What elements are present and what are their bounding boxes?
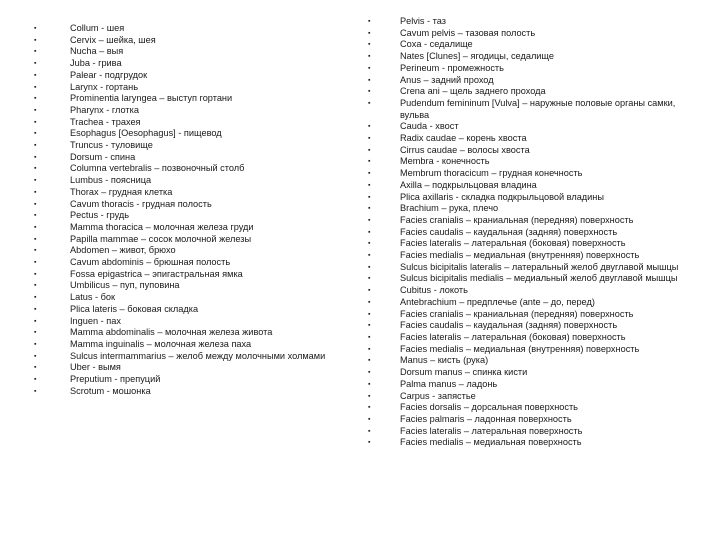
left-term-list	[32, 23, 332, 398]
list-item-text: Facies palmaris – ладонная поверхность	[400, 413, 572, 424]
list-item	[366, 28, 706, 40]
list-item	[366, 414, 706, 426]
list-item-text: Truncus - туловище	[70, 140, 153, 151]
list-item	[32, 105, 332, 117]
bullet-icon: ▪	[368, 415, 371, 423]
list-item-text: Larynx - гортань	[70, 81, 138, 92]
bullet-icon: ▪	[368, 181, 371, 189]
list-item-text: Dorsum - спина	[70, 151, 136, 162]
list-item	[32, 199, 332, 211]
bullet-icon: ▪	[34, 282, 37, 290]
list-item	[32, 152, 332, 164]
list-item	[366, 16, 706, 28]
list-item-text: Collum - шея	[70, 23, 125, 33]
list-item	[32, 175, 332, 187]
bullet-icon: ▪	[34, 118, 37, 126]
bullet-icon: ▪	[368, 298, 371, 306]
bullet-icon: ▪	[34, 188, 37, 196]
bullet-icon: ▪	[368, 146, 371, 154]
list-item	[366, 297, 706, 309]
bullet-icon: ▪	[368, 193, 371, 201]
bullet-icon: ▪	[34, 376, 37, 384]
list-item-text: Dorsum manus – спинка кисти	[400, 367, 528, 378]
bullet-icon: ▪	[368, 216, 371, 224]
list-item	[366, 379, 706, 391]
list-item	[366, 192, 706, 204]
list-item-text: Facies cranialis – краниальная (передняя) поверхность	[400, 214, 634, 225]
list-item	[366, 355, 706, 367]
list-item	[366, 39, 706, 51]
list-item	[366, 145, 706, 157]
list-item	[32, 351, 332, 363]
list-item-text: Facies caudalis – каудальная (задняя) поверхность	[400, 320, 618, 331]
list-item-text: Pudendum femininum [Vulva] – наружные половые органы самки, вульва	[400, 97, 676, 120]
list-item	[366, 273, 706, 285]
list-item	[366, 402, 706, 414]
bullet-icon: ▪	[34, 36, 37, 44]
bullet-icon: ▪	[34, 352, 37, 360]
list-item	[32, 386, 332, 398]
list-item-text: Carpus - запястье	[400, 390, 476, 401]
list-item-text: Radix caudae – корень хвоста	[400, 133, 527, 144]
list-item-text: Brachium – рука, плечо	[400, 203, 499, 214]
list-item	[32, 23, 332, 35]
list-item	[32, 82, 332, 94]
bullet-icon: ▪	[34, 223, 37, 231]
bullet-icon: ▪	[34, 95, 37, 103]
list-item-text: Thorax – грудная клетка	[70, 186, 173, 197]
list-item	[32, 362, 332, 374]
list-item	[366, 168, 706, 180]
list-item	[32, 304, 332, 316]
list-item-text: Crena ani – щель заднего прохода	[400, 86, 546, 97]
list-item	[366, 98, 706, 121]
list-item	[32, 58, 332, 70]
bullet-icon: ▪	[34, 317, 37, 325]
bullet-icon: ▪	[34, 200, 37, 208]
bullet-icon: ▪	[34, 83, 37, 91]
list-item	[32, 35, 332, 47]
list-item-text: Coxa - седалище	[400, 39, 473, 50]
list-item	[366, 426, 706, 438]
bullet-icon: ▪	[34, 247, 37, 255]
bullet-icon: ▪	[34, 177, 37, 185]
left-term-column	[32, 23, 332, 398]
list-item	[32, 140, 332, 152]
bullet-icon: ▪	[368, 369, 371, 377]
list-item	[366, 51, 706, 63]
list-item	[32, 245, 332, 257]
list-item	[32, 128, 332, 140]
list-item	[32, 46, 332, 58]
bullet-icon: ▪	[34, 165, 37, 173]
list-item-text: Preputium - препуций	[70, 374, 161, 385]
bullet-icon: ▪	[34, 25, 37, 32]
list-item	[32, 93, 332, 105]
list-item	[32, 316, 332, 328]
list-item-text: Mamma abdominalis – молочная железа живота	[70, 327, 273, 338]
list-item-text: Cavum thoracis - грудная полость	[70, 198, 212, 209]
list-item-text: Sulcus bicipitalis medialis – медиальный желоб двуглавой мышцы	[400, 273, 678, 284]
list-item	[366, 262, 706, 274]
list-item-text: Abdomen – живот, брюхо	[70, 245, 176, 256]
list-item-text: Palma manus – ладонь	[400, 378, 498, 389]
bullet-icon: ▪	[34, 142, 37, 150]
list-item-text: Nates [Clunes] – ягодицы, седалище	[400, 51, 554, 62]
list-item-text: Cauda - хвост	[400, 121, 459, 132]
list-item-text: Plica axillaris - складка подкрыльцовой владины	[400, 191, 604, 202]
list-item-text: Facies medialis – медиальная (внутренняя) поверхность	[400, 343, 640, 354]
bullet-icon: ▪	[368, 357, 371, 365]
list-item-text: Pelvis - таз	[400, 16, 446, 26]
list-item-text: Cirrus caudae – волосы хвоста	[400, 144, 530, 155]
bullet-icon: ▪	[34, 305, 37, 313]
list-item	[32, 269, 332, 281]
list-item-text: Plica lateris – боковая складка	[70, 303, 199, 314]
list-item	[366, 320, 706, 332]
bullet-icon: ▪	[34, 106, 37, 114]
list-item	[366, 250, 706, 262]
list-item-text: Facies medialis – медиальная поверхность	[400, 437, 582, 448]
list-item-text: Cervix – шейка, шея	[70, 34, 156, 45]
list-item	[366, 391, 706, 403]
list-item-text: Facies lateralis – латеральная (боковая) поверхность	[400, 331, 626, 342]
bullet-icon: ▪	[368, 135, 371, 143]
list-item-text: Facies lateralis – латеральная (боковая) поверхность	[400, 238, 626, 249]
list-item	[32, 339, 332, 351]
bullet-icon: ▪	[368, 392, 371, 400]
list-item	[366, 238, 706, 250]
bullet-icon: ▪	[34, 48, 37, 56]
list-item-text: Mamma inguinalis – молочная железа паха	[70, 338, 252, 349]
bullet-icon: ▪	[368, 380, 371, 388]
bullet-icon: ▪	[368, 88, 371, 96]
list-item	[366, 227, 706, 239]
list-item	[32, 210, 332, 222]
list-item	[32, 163, 332, 175]
list-item-text: Pharynx - глотка	[70, 104, 139, 115]
list-item-text: Fossa epigastrica – эпигастральная ямка	[70, 268, 243, 279]
bullet-icon: ▪	[34, 364, 37, 372]
bullet-icon: ▪	[368, 205, 371, 213]
bullet-icon: ▪	[34, 212, 37, 220]
list-item	[366, 86, 706, 98]
list-item-text: Manus – кисть (рука)	[400, 355, 489, 366]
list-item-text: Membra - конечность	[400, 156, 490, 167]
bullet-icon: ▪	[368, 263, 371, 271]
bullet-icon: ▪	[368, 240, 371, 248]
list-item	[366, 437, 706, 449]
list-item	[32, 257, 332, 269]
list-item	[366, 309, 706, 321]
list-item-text: Cavum abdominis – брюшная полость	[70, 257, 231, 268]
list-item	[32, 280, 332, 292]
bullet-icon: ▪	[368, 322, 371, 330]
list-item-text: Nucha – выя	[70, 46, 124, 57]
bullet-icon: ▪	[368, 439, 371, 447]
list-item-text: Umbilicus – пуп, пуповина	[70, 280, 180, 291]
list-item	[366, 121, 706, 133]
list-item	[32, 222, 332, 234]
list-item-text: Facies lateralis – латеральная поверхность	[400, 425, 583, 436]
bullet-icon: ▪	[34, 235, 37, 243]
bullet-icon: ▪	[368, 404, 371, 412]
list-item	[32, 327, 332, 339]
list-item	[366, 215, 706, 227]
list-item-text: Mamma thoracica – молочная железа груди	[70, 221, 254, 232]
bullet-icon: ▪	[368, 275, 371, 283]
list-item-text: Prominentia laryngea – выступ гортани	[70, 93, 233, 104]
bullet-icon: ▪	[368, 29, 371, 37]
list-item	[366, 285, 706, 297]
list-item-text: Membrum thoracicum – грудная конечность	[400, 168, 583, 179]
list-item-text: Inguen - пах	[70, 315, 121, 326]
list-item-text: Facies cranialis – краниальная (передняя) поверхность	[400, 308, 634, 319]
right-term-list	[366, 16, 706, 449]
list-item-text: Cavum pelvis – тазовая полость	[400, 27, 536, 38]
bullet-icon: ▪	[368, 252, 371, 260]
bullet-icon: ▪	[368, 76, 371, 84]
list-item-text: Papilla mammae – сосок молочной железы	[70, 233, 252, 244]
list-item-text: Cubitus - локоть	[400, 285, 468, 296]
bullet-icon: ▪	[368, 333, 371, 341]
list-item-text: Sulcus bicipitalis lateralis – латеральный желоб двуглавой мышцы	[400, 261, 679, 272]
list-item-text: Lumbus - поясница	[70, 175, 152, 186]
list-item-text: Palear - подгрудок	[70, 69, 148, 80]
list-item-text: Facies medialis – медиальная (внутренняя) поверхность	[400, 250, 640, 261]
list-item-text: Antebrachium – предплечье (ante – до, перед)	[400, 296, 595, 307]
list-item-text: Juba - грива	[70, 58, 122, 69]
list-item	[32, 117, 332, 129]
bullet-icon: ▪	[368, 310, 371, 318]
bullet-icon: ▪	[34, 60, 37, 68]
bullet-icon: ▪	[368, 158, 371, 166]
list-item	[366, 180, 706, 192]
list-item	[32, 187, 332, 199]
list-item-text: Perineum - промежность	[400, 62, 504, 73]
list-item	[366, 133, 706, 145]
list-item-text: Facies caudalis – каудальная (задняя) поверхность	[400, 226, 618, 237]
list-item	[366, 344, 706, 356]
bullet-icon: ▪	[368, 345, 371, 353]
bullet-icon: ▪	[34, 71, 37, 79]
list-item-text: Axilla – подкрыльцовая владина	[400, 179, 537, 190]
list-item-text: Trachea - трахея	[70, 116, 141, 127]
list-item-text: Anus – задний проход	[400, 74, 494, 85]
bullet-icon: ▪	[368, 18, 371, 25]
list-item	[32, 70, 332, 82]
list-item	[366, 203, 706, 215]
list-item-text: Scrotum - мошонка	[70, 385, 151, 396]
list-item-text: Uber - вымя	[70, 362, 121, 373]
bullet-icon: ▪	[368, 53, 371, 61]
bullet-icon: ▪	[34, 130, 37, 138]
bullet-icon: ▪	[368, 41, 371, 49]
bullet-icon: ▪	[34, 387, 37, 395]
bullet-icon: ▪	[34, 259, 37, 267]
list-item	[32, 292, 332, 304]
list-item-text: Sulcus intermammarius – желоб между молочными холмами	[70, 350, 326, 361]
list-item-text: Esophagus [Oesophagus] - пищевод	[70, 128, 222, 139]
bullet-icon: ▪	[34, 270, 37, 278]
list-item-text: Facies dorsalis – дорсальная поверхность	[400, 402, 578, 413]
list-item	[32, 374, 332, 386]
list-item	[366, 332, 706, 344]
bullet-icon: ▪	[368, 64, 371, 72]
list-item	[366, 156, 706, 168]
list-item-text: Latus - бок	[70, 292, 116, 303]
bullet-icon: ▪	[368, 170, 371, 178]
list-item	[366, 75, 706, 87]
list-item	[366, 63, 706, 75]
list-item	[366, 367, 706, 379]
bullet-icon: ▪	[34, 153, 37, 161]
bullet-icon: ▪	[368, 99, 371, 107]
list-item-text: Pectus - грудь	[70, 210, 130, 221]
bullet-icon: ▪	[34, 329, 37, 337]
bullet-icon: ▪	[368, 123, 371, 131]
bullet-icon: ▪	[34, 340, 37, 348]
right-term-column	[366, 16, 706, 449]
bullet-icon: ▪	[368, 427, 371, 435]
bullet-icon: ▪	[368, 228, 371, 236]
list-item	[32, 234, 332, 246]
bullet-icon: ▪	[368, 287, 371, 295]
bullet-icon: ▪	[34, 294, 37, 302]
list-item-text: Columna vertebralis – позвоночный столб	[70, 163, 245, 174]
